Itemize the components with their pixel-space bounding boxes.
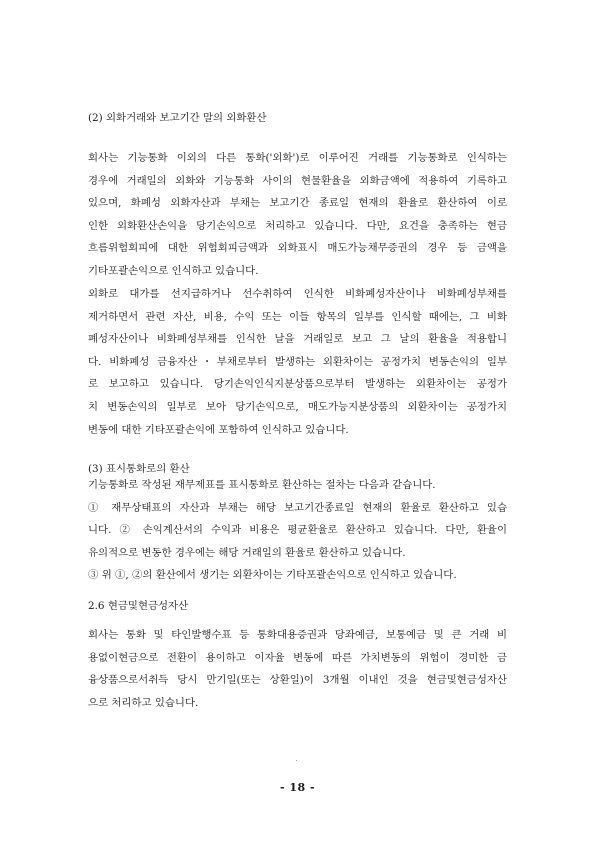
paragraph-non-monetary-items xyxy=(88,283,507,441)
text-line: 제거하면서 관련 자산, 비용, 수익 또는 이들 항목의 일부를 인식할 때에는, 그 비화 xyxy=(88,310,507,323)
text-line: 유의적으로 변동한 경우에는 해당 거래일의 환율로 환산하고 있습니다. xyxy=(88,546,406,559)
text-line: 회사는 통화 및 타인발행수표 등 통화대용증권과 당좌예금, 보통예금 및 큰 거래 비 xyxy=(88,629,507,641)
text-line: 융상품으로서취득 당시 만기일(또는 상환일)이 3개월 이내인 것을 현금및현금성자산 xyxy=(88,674,507,687)
text-line: 흐름위험회피에 대한 위험회피금액과 외화표시 매도가능채무증권의 경우 등 금액을 xyxy=(88,242,507,255)
section-heading-cash-equivalents: 2.6 현금및현금성자산 xyxy=(88,600,189,612)
paragraph-foreign-currency-transactions xyxy=(88,147,507,283)
text-line: 있으며, 화폐성 외화자산과 부채는 보고기간 종료일 현재의 환율로 환산하여 이로 xyxy=(88,197,507,210)
paragraph-presentation-currency-procedure xyxy=(88,474,507,587)
text-line: 으로 처리하고 있습니다. xyxy=(88,696,199,709)
paragraph-cash-equivalents xyxy=(88,624,507,714)
text-line: 니다. ② 손익계산서의 수익과 비용은 평균환율로 환산하고 있습니다. 다만, 환율이 xyxy=(88,524,507,537)
text-line: ③ 위 ①, ②의 환산에서 생기는 외환차이는 기타포괄손익으로 인식하고 있습니다. xyxy=(88,569,457,582)
text-line: 외화로 대가를 선지급하거나 선수취하여 인식한 비화폐성자산이나 비화폐성부채를 xyxy=(88,288,507,300)
stray-dot-mark xyxy=(296,760,297,761)
text-line: 기능통화로 작성된 재무제표를 표시통화로 환산하는 절차는 다음과 같습니다. xyxy=(88,479,436,491)
text-line: 인한 외화환산손익을 당기손익으로 처리하고 있습니다. 다만, 요건을 충족하는 현금 xyxy=(88,219,507,232)
text-line: ① 재무상태표의 자산과 부채는 해당 보고기간종료일 현재의 환율로 환산하고 있습 xyxy=(88,501,507,514)
text-line: 로 보고하고 있습니다. 당기손익인식지분상품으로부터 발생하는 외환차이는 공정가 xyxy=(88,378,507,391)
text-line: 기타포괄손익으로 인식하고 있습니다. xyxy=(88,264,259,277)
text-line: 회사는 기능통화 이외의 다른 통화('외화')로 이루어진 거래를 기능통화로 인식하는 xyxy=(88,152,507,164)
text-line: 변동에 대한 기타포괄손익에 포함하여 인식하고 있습니다. xyxy=(88,423,349,436)
section-heading-foreign-currency-translation: (2) 외화거래와 보고기간 말의 외화환산 xyxy=(88,112,267,124)
text-line: 경우에 거래일의 외화와 기능통화 사이의 현물환율을 외화금액에 적용하여 기록하고 xyxy=(88,174,507,187)
text-line: 치 변동손익의 일부로 보아 당기손익으로, 매도가능지분상품의 외환차이는 공정가치 xyxy=(88,400,507,413)
text-line: 다. 비화폐성 금융자산・부채로부터 발생하는 외환차이는 공정가치 변동손익의 일부 xyxy=(88,355,507,368)
text-line: 용없이현금으로 전환이 용이하고 이자율 변동에 따른 가치변동의 위험이 경미한 금 xyxy=(88,651,507,664)
text-line: 폐성자산이나 비화폐성부채를 인식한 날을 거래일로 보고 그 날의 환율을 적용합니 xyxy=(88,333,507,346)
page-number: - 18 - xyxy=(279,781,316,794)
section-heading-presentation-currency: (3) 표시통화로의 환산 xyxy=(88,463,190,475)
